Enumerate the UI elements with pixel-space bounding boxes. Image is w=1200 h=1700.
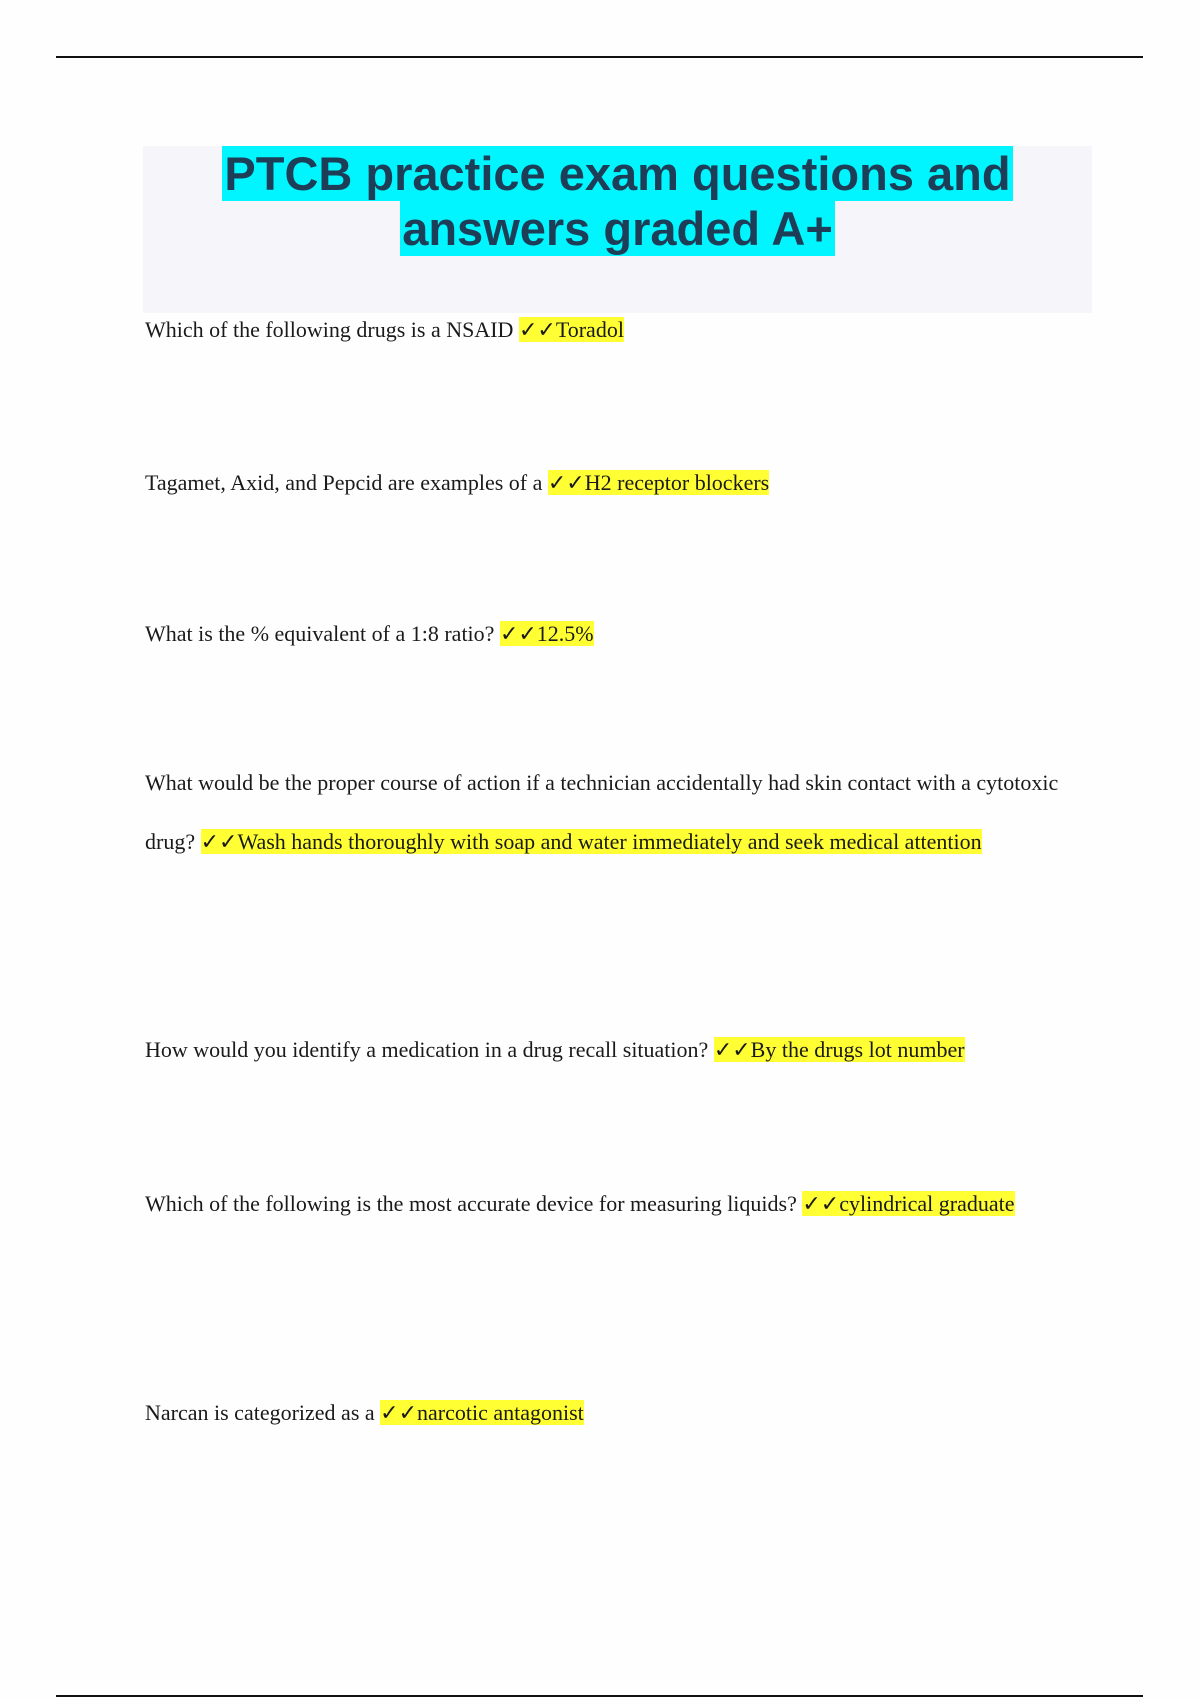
question-text: How would you identify a medication in a drug recall situation? <box>145 1037 714 1062</box>
title-line-1: PTCB practice exam questions and <box>224 147 1011 200</box>
qa-item-3 <box>145 604 1085 663</box>
answer-text: ✓✓narcotic antagonist <box>380 1400 584 1425</box>
question-text: Tagamet, Axid, and Pepcid are examples of a <box>145 470 548 495</box>
qa-item-6 <box>145 1174 1085 1233</box>
question-text: What would be the proper course of action if a technician accidentally had skin contact with a cytotoxic drug? <box>145 770 1059 854</box>
qa-item-1 <box>145 300 1085 359</box>
answer-text: ✓✓H2 receptor blockers <box>547 470 770 495</box>
answer-text: ✓✓Wash hands thoroughly with soap and water immediately and seek medical attention <box>200 829 982 854</box>
answer-text: ✓✓cylindrical graduate <box>802 1191 1015 1216</box>
answer-text: ✓✓Toradol <box>518 317 624 342</box>
question-text: Which of the following drugs is a NSAID <box>145 317 519 342</box>
question-text: Narcan is categorized as a <box>145 1400 381 1425</box>
qa-item-4 <box>145 753 1085 871</box>
document-title <box>143 146 1092 256</box>
answer-text: ✓✓12.5% <box>499 621 594 646</box>
question-text: Which of the following is the most accurate device for measuring liquids? <box>145 1191 803 1216</box>
top-rule <box>56 56 1143 58</box>
qa-item-5 <box>145 1020 1085 1079</box>
title-line-2: answers graded A+ <box>402 202 833 255</box>
question-text: What is the % equivalent of a 1:8 ratio? <box>145 621 500 646</box>
qa-item-7 <box>145 1383 1085 1442</box>
bottom-rule <box>56 1695 1143 1697</box>
answer-text: ✓✓By the drugs lot number <box>713 1037 965 1062</box>
qa-item-2 <box>145 453 1085 512</box>
